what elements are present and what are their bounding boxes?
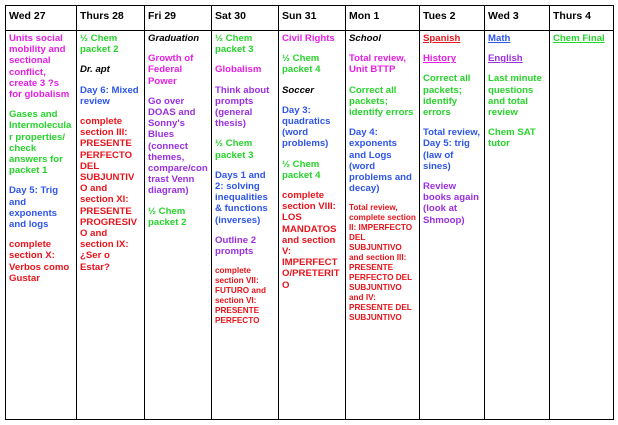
- task-item: Go over DOAS and Sonny's Blues (connect themes, compare/contrast Venn diagram): [148, 95, 208, 197]
- task-item: Day 3: quadratics (word problems): [282, 104, 331, 150]
- day-header: Tues 2: [420, 6, 485, 31]
- task-item: Civil Rights: [282, 33, 335, 44]
- task-item: complete section VII: FUTURO and section VI: PRESENTE PERFECTO: [215, 266, 266, 326]
- task-item: complete section III: PRESENTE PERFECTO DEL SUBJUNTIVO and section XI: PRESENTE PROGRESIVO and section IX: ¿Ser o Estar?: [80, 116, 138, 273]
- day-cell: [279, 31, 346, 420]
- task-item: Chem SAT tutor: [488, 127, 536, 150]
- header-row: [6, 6, 614, 31]
- task-item: ½ Chem packet 4: [282, 53, 321, 76]
- task-item: complete section X: Verbos como Gustar: [9, 239, 70, 284]
- day-header: Fri 29: [145, 6, 212, 31]
- task-item: ½ Chem packet 2: [80, 33, 119, 56]
- tasks-row: [6, 31, 614, 420]
- task-item: Review books again (look at Shmoop): [423, 181, 479, 226]
- task-item: Correct all packets; identify errors: [349, 84, 414, 119]
- study-schedule: [5, 5, 613, 420]
- task-item: Days 1 and 2: solving inequalities & functions (inverses): [215, 169, 268, 226]
- task-item: English: [488, 53, 523, 65]
- task-item: Chem Final: [553, 33, 605, 44]
- day-cell: [77, 31, 145, 420]
- task-item: Day 4: exponents and Logs (word problems and decay): [349, 127, 412, 195]
- day-cell: [550, 31, 614, 420]
- day-cell: [485, 31, 550, 420]
- task-item: ½ Chem packet 2: [148, 205, 187, 228]
- day-header: Sat 30: [212, 6, 279, 31]
- day-header: Sun 31: [279, 6, 346, 31]
- task-item: ½ Chem packet 3: [215, 33, 254, 56]
- task-item: ½ Chem packet 4: [282, 158, 321, 181]
- day-cell: [346, 31, 420, 420]
- task-item: Globalism: [215, 64, 262, 76]
- day-header: Thurs 28: [77, 6, 145, 31]
- task-item: Day 6: Mixed review: [80, 84, 139, 107]
- day-cell: [212, 31, 279, 420]
- task-item: complete section VIII: LOS MANDATOS and section V: IMPERFECTO/PRETERITO: [282, 190, 340, 291]
- task-item: Math: [488, 33, 511, 44]
- task-item: Correct all packets; identify errors: [423, 73, 471, 119]
- task-item: Graduation: [148, 33, 200, 44]
- task-item: Total review, Unit BTTP: [349, 53, 407, 76]
- task-item: Growth of Federal Power: [148, 53, 194, 87]
- task-item: Total review, complete section II: IMPERFECTO DEL SUBJUNTIVO and section III: PRESENTE PERFECTO DEL SUBJUNTIVO and IV: PRESENTE DEL SUBJUNTIVO: [349, 203, 416, 323]
- task-item: Day 5: Trig and exponents and logs: [9, 185, 59, 231]
- task-item: Think about prompts (general thesis): [215, 84, 270, 130]
- task-item: Total review, Day 5: trig (law of sines): [423, 127, 481, 172]
- task-item: Soccer: [282, 84, 314, 96]
- day-cell: [6, 31, 77, 420]
- task-item: ½ Chem packet 3: [215, 138, 254, 161]
- task-item: Spanish: [423, 33, 461, 44]
- day-cell: [145, 31, 212, 420]
- schedule-table: [5, 5, 614, 420]
- task-item: School: [349, 33, 381, 44]
- day-header: Thurs 4: [550, 6, 614, 31]
- task-item: Dr. apt: [80, 64, 110, 76]
- task-item: History: [423, 53, 457, 65]
- day-header: Wed 3: [485, 6, 550, 31]
- task-item: Outline 2 prompts: [215, 234, 257, 258]
- task-item: Units social mobility and sectional conflict, create 3 ?s for globalism: [9, 33, 70, 101]
- task-item: Last minute questions and total review: [488, 73, 542, 119]
- task-item: Gases and Intermolecular properties/ check answers for packet 1: [9, 109, 72, 177]
- day-header: Mon 1: [346, 6, 420, 31]
- day-header: Wed 27: [6, 6, 77, 31]
- day-cell: [420, 31, 485, 420]
